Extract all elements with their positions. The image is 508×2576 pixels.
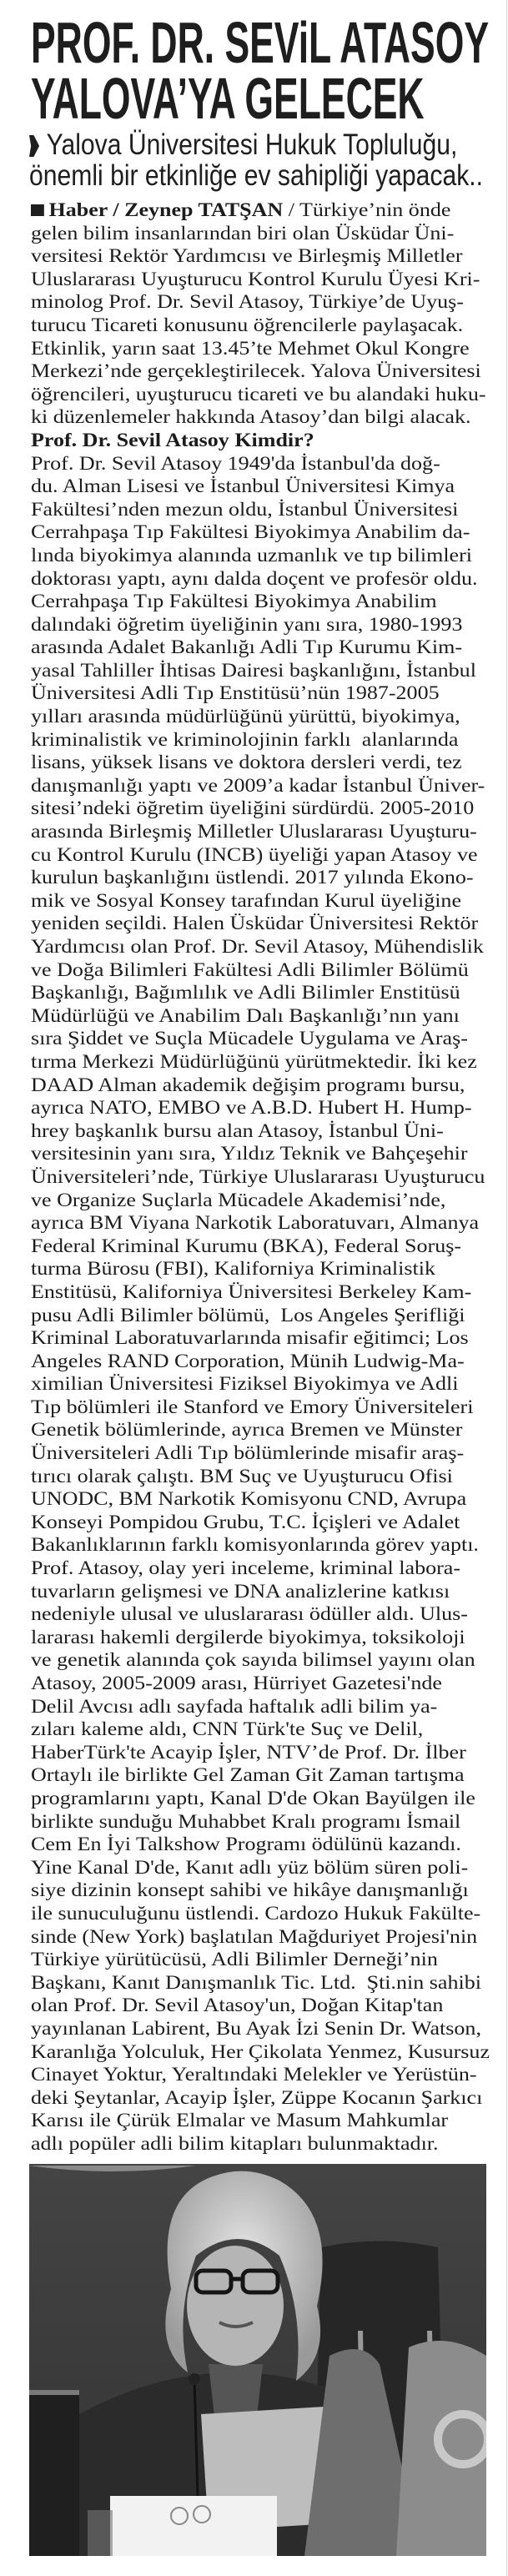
bio-line: Fakültesi’nden mezun oldu, İstanbul Üniversitesi <box>31 498 459 520</box>
bio-line: ve genetik alanında çok sayıda bilimsel yayını olan <box>31 1649 475 1671</box>
bio-line: deki Şeytanlar, Acayip İşler, Züppe Kocanın Şarkıcı <box>31 2086 483 2108</box>
bio-line: Tıp bölümleri ile Stanford ve Emory Üniversiteleri <box>31 1396 474 1417</box>
bio-line: cu Kontrol Kurulu (INCB) üyeliği yapan Atasoy ve <box>31 843 478 865</box>
bio-line: ile sunuculuğunu üstlendi. Cardozo Hukuk Fakülte- <box>31 1902 481 1924</box>
bio-line: olan Prof. Dr. Sevil Atasoy'un, Doğan Kitap'tan <box>31 1995 444 2016</box>
bio-line: birlikte sunduğu Muhabbet Kralı programı İsmail <box>31 1810 461 1832</box>
bio-line: dalındaki öğretim üyeliğinin yanı sıra, 1980-1993 <box>31 613 463 635</box>
bio-line: Başkanlığı, Bağımlılık ve Adli Bilimler Enstitüsü <box>31 982 460 1004</box>
bio-line: tırıcı olarak çalıştı. BM Suç ve Uyuşturucu Ofisi <box>31 1465 453 1487</box>
bio-line: doktorası yaptı, aynı dalda doçent ve profesör oldu. <box>31 567 478 589</box>
face <box>187 2246 284 2366</box>
lead-first-line-text: / Türkiye’nin önde <box>283 199 451 220</box>
bio-line: kurulun başkanlığını üstlendi. 2017 yılında Ekono- <box>31 867 474 888</box>
bio-line: siye dizinin konsept sahibi ve hikâye danışmanlığı <box>31 1879 469 1901</box>
lead-line: Etkinlik, yarın saat 13.45’te Mehmet Okul Kongre <box>31 337 470 359</box>
bio-line: lisans, yüksek lisans ve doktora dersleri verdi, tez <box>31 752 462 773</box>
bio-line: kriminalistik ve kriminolojinin farklı alanlarında <box>31 728 459 750</box>
bio-line: Üniversitesi Adli Tıp Enstitüsü’nün 1987-2005 <box>31 682 440 704</box>
bio-line: Karanlığa Yolculuk, Her Çikolata Yenmez, Kusursuz <box>31 2040 490 2062</box>
monitor <box>29 2390 79 2556</box>
bio-line: Başkanı, Kanıt Danışmanlık Tic. Ltd. Şti.nin sahibi <box>31 1971 481 1993</box>
bio-line: Üniversiteleri’nde, Türkiye Uluslararası Uyuşturucu <box>31 1165 485 1187</box>
water-glass <box>88 2510 113 2556</box>
lead-line: ki düzenlemeler hakkında Atasoy’dan bilgi alacak. <box>31 406 471 428</box>
bio-line: ve Organize Suçlarla Mücadele Akademisi’nde, <box>31 1189 446 1210</box>
bio-line: tuvarların gelişmesi ve DNA analizlerine katkısı <box>31 1580 450 1602</box>
subheadline-text-1: Yalova Üniversitesi Hukuk Topluluğu, <box>46 128 458 161</box>
bio-line: yayınlanan Labirent, Bu Ayak İzi Senin Dr. Watson, <box>31 2017 481 2039</box>
lead-line: Uluslararası Uyuşturucu Kontrol Kurulu Üyesi Kri- <box>31 268 480 289</box>
bio-line: sıra Şiddet ve Suçla Mücadele Uygulama ve Araş- <box>31 1028 468 1049</box>
portrait-photo <box>29 2164 486 2556</box>
bio-line: Müdürlüğü ve Anabilim Dalı Başkanlığı’nın yanı <box>31 1004 460 1026</box>
headline <box>31 10 498 131</box>
byline: Haber / Zeynep TATŞAN <box>48 199 284 220</box>
lead-line: turucu Ticareti konusunu öğrencilerle paylaşacak. <box>31 314 464 335</box>
bio-line: ximilian Üniversitesi Fiziksel Biyokimya ve Adli <box>31 1373 459 1395</box>
lead-line: minolog Prof. Dr. Sevil Atasoy, Türkiye’de Uyuş- <box>31 291 464 313</box>
bio-line: yılları arasında müdürlüğünü yürüttü, biyokimya, <box>31 706 460 727</box>
bio-line: HaberTürk'te Acayip İşler, NTV’de Prof. Dr. İlber <box>31 1741 466 1763</box>
bio-line: Konseyi Pompidou Grubu, T.C. İçişleri ve Adalet <box>31 1511 460 1532</box>
bio-line: danışmanlığı yaptı ve 2009’a kadar İstanbul Üniver- <box>31 774 485 796</box>
lead-line: Merkezi’nde gerçekleştirilecek. Yalova Üniversitesi <box>31 360 481 382</box>
bio-line: Enstitüsü, Kaliforniya Üniversitesi Berkeley Kam- <box>31 1280 472 1302</box>
bio-line: sinde (New York) başlatılan Mağduriyet Projesi'nin <box>31 1925 478 1947</box>
square-bullet-icon <box>31 204 44 216</box>
bio-line: yeniden seçildi. Halen Üsküdar Üniversitesi Rektör <box>31 913 479 934</box>
subheadline-line-1 <box>29 128 458 161</box>
subheadline-line-2: önemli bir etkinliğe ev sahipliği yapacak.. <box>29 159 483 192</box>
headline-line-2: YALOVA’YA GELECEK <box>31 66 425 131</box>
bio-line: Cerrahpaşa Tıp Fakültesi Biyokimya Anabilim <box>31 591 437 612</box>
bio-line: mik ve Sosyal Konsey tarafından Kurul üyeliğine <box>31 889 462 911</box>
bio-line: adlı popüler adli bilim kitapları bulunmaktadır. <box>31 2132 439 2154</box>
bio-line: Cinayet Yoktur, Yeraltındaki Melekler ve Yerüstün- <box>31 2064 477 2085</box>
name-plate <box>110 2496 277 2556</box>
bio-line: Yine Kanal D'de, Kanıt adlı yüz bölüm süren poli- <box>31 1856 469 1878</box>
bio-line: Prof. Atasoy, olay yeri inceleme, kriminal labora- <box>31 1557 460 1579</box>
bio-line: Yardımcısı olan Prof. Dr. Sevil Atasoy, Mühendislik <box>31 936 484 957</box>
bio-line: du. Alman Lisesi ve İstanbul Üniversitesi Kimya <box>31 475 455 497</box>
bio-line: Türkiye yürütücüsü, Adli Bilimler Derneği’nin <box>31 1949 438 1970</box>
section-heading: Prof. Dr. Sevil Atasoy Kimdir? <box>31 429 314 450</box>
lead-line: gelen bilim insanlarından biri olan Üsküdar Üni- <box>31 222 455 244</box>
bio-line: Angeles RAND Corporation, Münih Ludwig-Ma- <box>31 1350 465 1371</box>
lead-line: versitesi Rektör Yardımcısı ve Birleşmiş Milletler <box>31 245 463 267</box>
byline-line <box>31 199 508 222</box>
article-photo <box>29 2164 486 2556</box>
lead-paragraph <box>31 222 498 429</box>
bio-line: turma Bürosu (FBI), Kaliforniya Kriminalistik <box>31 1258 435 1280</box>
bio-line: Bakanlıklarının farklı komisyonlarında görev yaptı. <box>31 1534 479 1556</box>
bio-line: ve Doğa Bilimleri Fakültesi Adli Bilimler Bölümü <box>31 958 469 980</box>
bio-line: Federal Kriminal Kurumu (BKA), Federal Soruş- <box>31 1235 462 1256</box>
bio-line: Genetik bölümlerinde, ayrıca Bremen ve Münster <box>31 1419 463 1441</box>
bio-line: Üniversiteleri Adli Tıp bölümlerinde misafir araş- <box>31 1442 465 1464</box>
bio-line: pusu Adli Bilimler bölümü, Los Angeles Şerifliği <box>31 1304 465 1326</box>
bio-line: hrey başkanlık bursu alan Atasoy, İstanbul Üni- <box>31 1119 444 1141</box>
bio-line: zıları kaleme aldı, CNN Türk'te Suç ve Delil, <box>31 1718 424 1740</box>
bio-line: lararası hakemli dergilerde biyokimya, toksikoloji <box>31 1626 465 1648</box>
bio-line: UNODC, BM Narkotik Komisyonu CND, Avrupa <box>31 1488 467 1510</box>
bio-line: Kriminal Laboratuvarlarında misafir eğitimci; Los <box>31 1327 469 1349</box>
bio-line: Karısı ile Çürük Elmalar ve Masum Mahkumlar <box>31 2110 449 2131</box>
bio-line: versitesinin yanı sıra, Yıldız Teknik ve Bahçeşehir <box>31 1143 468 1165</box>
bio-line: Ortaylı ile birlikte Gel Zaman Git Zaman tartışma <box>31 1764 465 1786</box>
bio-paragraph <box>31 452 498 2156</box>
bio-line: arasında Adalet Bakanlığı Adli Tıp Kurumu Kim- <box>31 636 462 658</box>
bio-line: ayrıca NATO, EMBO ve A.B.D. Hubert H. Hump- <box>31 1097 472 1119</box>
subheadline <box>29 129 496 191</box>
bio-line: Delil Avcısı adlı sayfada haftalık adli bilim ya- <box>31 1695 438 1717</box>
bio-line: sitesi’ndeki öğretim üyeliğini sürdürdü. 2005-2010 <box>31 797 475 819</box>
bio-line: Cem En İyi Talkshow Programı ödülünü kazandı. <box>31 1834 461 1855</box>
bio-line: DAAD Alman akademik değişim programı bursu, <box>31 1074 465 1095</box>
headline-line-1: PROF. DR. SEViL ATASOY <box>31 10 489 75</box>
bio-line: tırma Merkezi Müdürlüğünü yürütmektedir. İki kez <box>31 1050 477 1072</box>
bio-line: Cerrahpaşa Tıp Fakültesi Biyokimya Anabilim da- <box>31 521 470 543</box>
bio-line: arasında Birleşmiş Milletler Uluslararası Uyuşturu- <box>31 821 477 843</box>
bio-line: yasal Tahliller İhtisas Dairesi başkanlığını, İstanbul <box>31 659 476 681</box>
arrow-bullet-icon <box>29 135 39 157</box>
bio-line: Atasoy, 2005-2009 arası, Hürriyet Gazetesi'nde <box>31 1673 442 1693</box>
bio-line: lında biyokimya alanında uzmanlık ve tıp bilimleri <box>31 544 472 566</box>
lead-line: öğrencileri, uyuşturucu ticareti ve bu alandaki huku- <box>31 383 486 405</box>
bio-line: Prof. Dr. Sevil Atasoy 1949'da İstanbul'da doğ- <box>31 452 440 474</box>
article-body <box>31 199 498 2155</box>
bio-line: nedeniyle ulusal ve uluslararası ödüller aldı. Ulus- <box>31 1603 468 1625</box>
bio-line: ayrıca BM Viyana Narkotik Laboratuvarı, Almanya <box>31 1212 480 1234</box>
bio-line: programlarını yaptı, Kanal D'de Okan Bayülgen ile <box>31 1787 475 1809</box>
